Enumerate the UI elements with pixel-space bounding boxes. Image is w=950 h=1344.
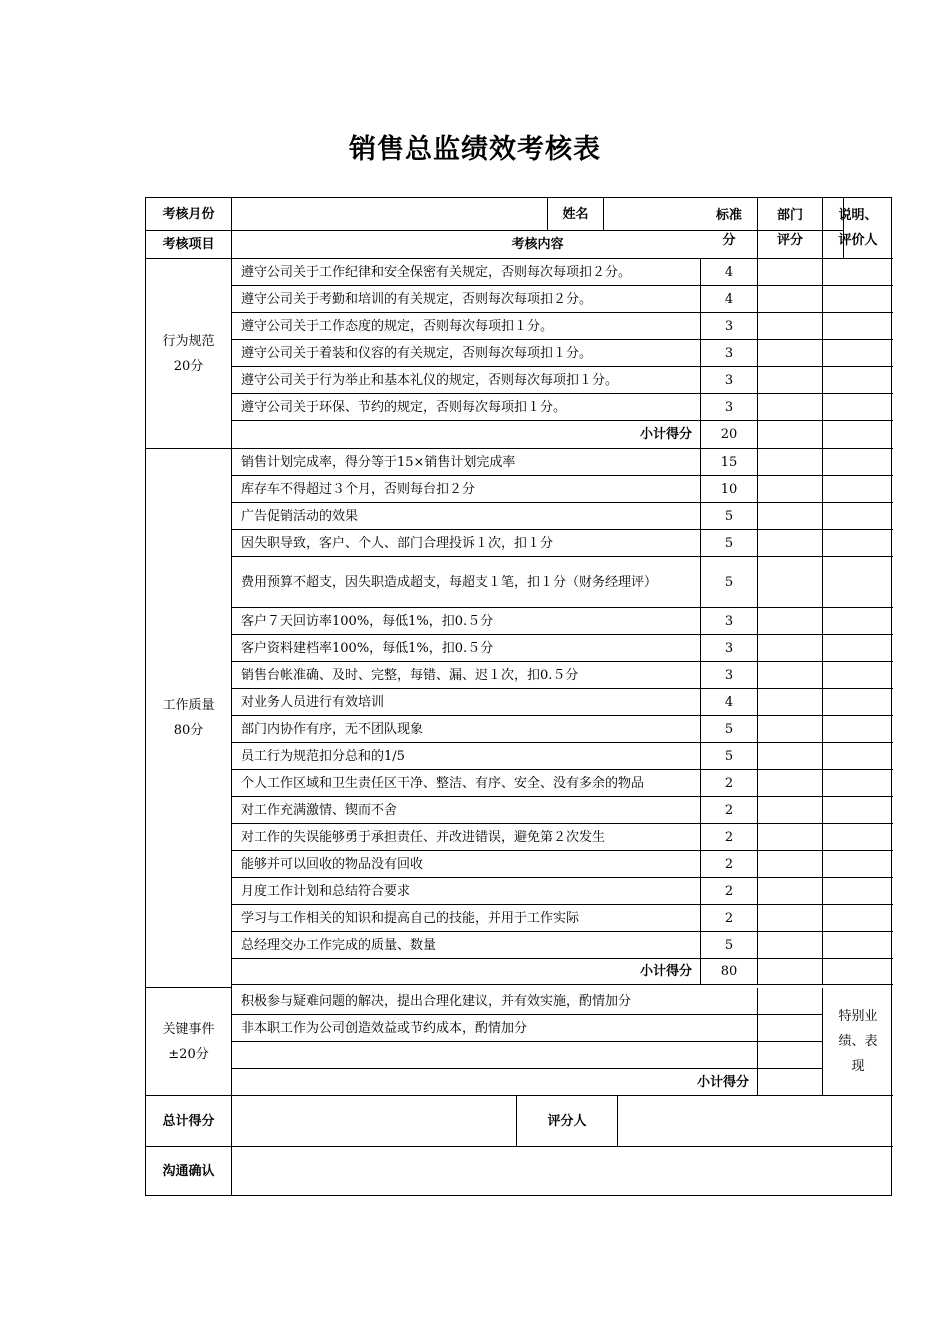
key-events-note-line3: 现	[851, 1059, 865, 1074]
behavior-item-note[interactable]	[823, 286, 893, 313]
quality-item-note[interactable]	[823, 503, 893, 530]
quality-item-note[interactable]	[823, 530, 893, 557]
quality-item-text: 总经理交办工作完成的质量、数量	[232, 932, 701, 959]
behavior-subtotal-note[interactable]	[823, 421, 893, 449]
quality-item-dept-score[interactable]	[758, 743, 823, 770]
quality-item-note[interactable]	[823, 932, 893, 959]
standard-header-line1: 标准	[715, 208, 742, 223]
behavior-item-text: 遵守公司关于考勤和培训的有关规定，否则每次每项扣２分。	[232, 286, 701, 313]
quality-item-dept-score[interactable]	[758, 689, 823, 716]
key-event-row: 非本职工作为公司创造效益或节约成本，酌情加分	[232, 1015, 758, 1042]
key-event-dept-score[interactable]	[758, 988, 823, 1015]
key-events-subtotal-value[interactable]	[758, 1069, 823, 1096]
quality-item-standard-score: 2	[701, 905, 758, 932]
key-event-dept-score[interactable]	[758, 1042, 823, 1069]
quality-item-dept-score[interactable]	[758, 932, 823, 959]
quality-item-dept-score[interactable]	[758, 824, 823, 851]
behavior-category-line1: 行为规范	[162, 333, 215, 349]
assessment-table	[145, 197, 892, 1196]
rater-cell[interactable]	[618, 1096, 893, 1147]
behavior-category	[146, 259, 232, 449]
behavior-item-standard-score: 4	[701, 259, 758, 286]
quality-item-dept-score[interactable]	[758, 905, 823, 932]
quality-item-standard-score: 15	[701, 449, 758, 476]
quality-item-text: 部门内协作有序，无不团队现象	[232, 716, 701, 743]
behavior-item-text: 遵守公司关于行为举止和基本礼仪的规定，否则每次每项扣１分。	[232, 367, 701, 394]
note-header-line1: 说明、	[838, 208, 878, 223]
page-title: 销售总监绩效考核表	[349, 134, 601, 165]
behavior-item-standard-score: 3	[701, 313, 758, 340]
confirm-label: 沟通确认	[146, 1147, 232, 1195]
quality-item-standard-score: 5	[701, 503, 758, 530]
quality-item-dept-score[interactable]	[758, 662, 823, 689]
quality-item-note[interactable]	[823, 662, 893, 689]
quality-item-note[interactable]	[823, 449, 893, 476]
quality-item-note[interactable]	[823, 635, 893, 662]
behavior-item-dept-score[interactable]	[758, 259, 823, 286]
dept-header-line1: 部门	[776, 208, 803, 223]
behavior-item-standard-score: 4	[701, 286, 758, 313]
key-event-row-empty[interactable]	[232, 1042, 758, 1069]
quality-item-text: 因失职导致，客户、个人、部门合理投诉１次，扣１分	[232, 530, 701, 557]
behavior-item-note[interactable]	[823, 259, 893, 286]
quality-item-dept-score[interactable]	[758, 635, 823, 662]
quality-item-note[interactable]	[823, 905, 893, 932]
content-label: 考核内容	[232, 231, 844, 259]
behavior-item-standard-score: 3	[701, 367, 758, 394]
quality-item-dept-score[interactable]	[758, 449, 823, 476]
quality-item-text: 对工作的失误能够勇于承担责任、并改进错误，避免第２次发生	[232, 824, 701, 851]
quality-subtotal-dept[interactable]	[758, 959, 823, 985]
quality-item-note[interactable]	[823, 878, 893, 905]
quality-item-note[interactable]	[823, 716, 893, 743]
month-input-cell[interactable]	[232, 198, 548, 231]
quality-item-dept-score[interactable]	[758, 770, 823, 797]
quality-item-text: 客户７天回访率100%，每低1%，扣0.５分	[232, 608, 701, 635]
behavior-subtotal-value: 20	[701, 421, 758, 449]
behavior-subtotal-dept[interactable]	[758, 421, 823, 449]
key-events-category	[146, 988, 232, 1096]
standard-header-line2: 分	[722, 233, 736, 248]
item-label: 考核项目	[146, 231, 232, 259]
quality-item-text: 员工行为规范扣分总和的1/5	[232, 743, 701, 770]
quality-item-note[interactable]	[823, 851, 893, 878]
quality-item-dept-score[interactable]	[758, 851, 823, 878]
behavior-item-dept-score[interactable]	[758, 313, 823, 340]
behavior-item-note[interactable]	[823, 340, 893, 367]
quality-item-text: 客户资料建档率100%，每低1%，扣0.５分	[232, 635, 701, 662]
quality-item-standard-score: 3	[701, 635, 758, 662]
quality-item-dept-score[interactable]	[758, 557, 823, 608]
quality-item-text: 能够并可以回收的物品没有回收	[232, 851, 701, 878]
quality-item-standard-score: 5	[701, 530, 758, 557]
note-header	[823, 198, 893, 259]
quality-item-text: 对工作充满激情、锲而不舍	[232, 797, 701, 824]
quality-item-text: 费用预算不超支，因失职造成超支，每超支１笔，扣１分（财务经理评）	[232, 557, 701, 608]
behavior-item-standard-score: 3	[701, 394, 758, 421]
quality-item-standard-score: 2	[701, 770, 758, 797]
quality-item-note[interactable]	[823, 608, 893, 635]
quality-item-text: 月度工作计划和总结符合要求	[232, 878, 701, 905]
dept-header-line2: 评分	[776, 233, 803, 248]
quality-item-note[interactable]	[823, 476, 893, 503]
quality-item-note[interactable]	[823, 689, 893, 716]
quality-item-text: 个人工作区域和卫生责任区干净、整洁、有序、安全、没有多余的物品	[232, 770, 701, 797]
quality-item-dept-score[interactable]	[758, 530, 823, 557]
quality-item-standard-score: 4	[701, 689, 758, 716]
quality-item-standard-score: 2	[701, 797, 758, 824]
key-events-note	[823, 988, 893, 1096]
quality-category-line1: 工作质量	[162, 698, 215, 713]
behavior-item-standard-score: 3	[701, 340, 758, 367]
total-score-label: 总计得分	[146, 1096, 232, 1147]
quality-item-note[interactable]	[823, 770, 893, 797]
behavior-item-dept-score[interactable]	[758, 286, 823, 313]
quality-item-standard-score: 3	[701, 608, 758, 635]
quality-item-standard-score: 10	[701, 476, 758, 503]
key-events-category-line2: ±20分	[168, 1046, 209, 1062]
quality-item-text: 广告促销活动的效果	[232, 503, 701, 530]
name-label: 姓名	[548, 198, 604, 231]
quality-item-text: 对业务人员进行有效培训	[232, 689, 701, 716]
quality-item-dept-score[interactable]	[758, 476, 823, 503]
behavior-item-dept-score[interactable]	[758, 340, 823, 367]
dept-score-header	[758, 198, 823, 259]
quality-item-dept-score[interactable]	[758, 878, 823, 905]
behavior-item-note[interactable]	[823, 313, 893, 340]
quality-item-standard-score: 5	[701, 743, 758, 770]
quality-item-standard-score: 5	[701, 557, 758, 608]
key-events-subtotal-label: 小计得分	[232, 1069, 758, 1096]
quality-item-dept-score[interactable]	[758, 797, 823, 824]
behavior-item-note[interactable]	[823, 394, 893, 421]
key-event-row: 积极参与疑难问题的解决，提出合理化建议，并有效实施，酌情加分	[232, 988, 758, 1015]
rater-label: 评分人	[517, 1096, 618, 1147]
behavior-item-text: 遵守公司关于工作态度的规定，否则每次每项扣１分。	[232, 313, 701, 340]
quality-item-standard-score: 2	[701, 824, 758, 851]
quality-category-line2: 80分	[173, 723, 204, 738]
quality-item-standard-score: 5	[701, 716, 758, 743]
quality-item-standard-score: 2	[701, 851, 758, 878]
behavior-item-note[interactable]	[823, 367, 893, 394]
key-event-dept-score[interactable]	[758, 1015, 823, 1042]
total-score-cell[interactable]	[232, 1096, 517, 1147]
quality-item-standard-score: 3	[701, 662, 758, 689]
quality-item-note[interactable]	[823, 797, 893, 824]
behavior-item-dept-score[interactable]	[758, 367, 823, 394]
key-events-note-line1: 特别业	[838, 1009, 878, 1024]
behavior-subtotal-label: 小计得分	[232, 421, 701, 449]
note-header-line2: 评价人	[838, 233, 878, 248]
quality-item-text: 销售计划完成率，得分等于15×销售计划完成率	[232, 449, 701, 476]
quality-subtotal-note[interactable]	[823, 959, 893, 985]
standard-score-header	[701, 198, 758, 259]
behavior-item-text: 遵守公司关于工作纪律和安全保密有关规定，否则每次每项扣２分。	[232, 259, 701, 286]
quality-item-dept-score[interactable]	[758, 608, 823, 635]
key-events-category-line1: 关键事件	[162, 1021, 215, 1037]
behavior-item-dept-score[interactable]	[758, 394, 823, 421]
month-label: 考核月份	[146, 198, 232, 231]
confirm-cell[interactable]	[232, 1147, 893, 1195]
quality-item-note[interactable]	[823, 557, 893, 608]
quality-item-text: 库存车不得超过３个月，否则每台扣２分	[232, 476, 701, 503]
quality-item-dept-score[interactable]	[758, 716, 823, 743]
quality-item-standard-score: 2	[701, 878, 758, 905]
behavior-category-line2: 20分	[173, 358, 204, 374]
quality-subtotal-value: 80	[701, 959, 758, 985]
quality-item-standard-score: 5	[701, 932, 758, 959]
quality-item-text: 销售台帐准确、及时、完整，每错、漏、迟１次，扣0.５分	[232, 662, 701, 689]
quality-item-note[interactable]	[823, 743, 893, 770]
behavior-item-text: 遵守公司关于环保、节约的规定，否则每次每项扣１分。	[232, 394, 701, 421]
quality-category	[146, 449, 232, 988]
behavior-item-text: 遵守公司关于着装和仪容的有关规定，否则每次每项扣１分。	[232, 340, 701, 367]
quality-item-dept-score[interactable]	[758, 503, 823, 530]
quality-subtotal-label: 小计得分	[232, 959, 701, 985]
key-events-note-line2: 绩、表	[838, 1034, 878, 1049]
quality-item-text: 学习与工作相关的知识和提高自己的技能，并用于工作实际	[232, 905, 701, 932]
quality-item-note[interactable]	[823, 824, 893, 851]
